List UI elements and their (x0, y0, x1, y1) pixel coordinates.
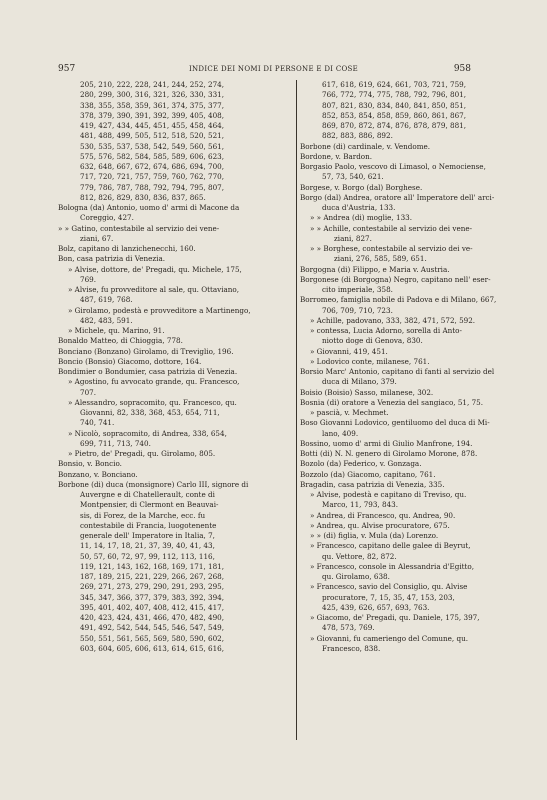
index-line: 852, 853, 854, 858, 859, 860, 861, 867, (322, 110, 467, 120)
index-line: Bragadin, casa patrizia di Venezia, 335. (300, 479, 445, 489)
index-line: duca d'Austria, 133. (322, 203, 396, 212)
index-line: 119, 121, 143, 162, 168, 169, 171, 181, (80, 561, 225, 571)
index-line: 478, 573, 769. (322, 623, 375, 633)
index-line: » Pietro, de' Pregadi, qu. Girolamo, 805. (68, 449, 216, 458)
index-line: 807, 821, 830, 834, 840, 841, 850, 851, (322, 100, 467, 110)
index-line: Boisio (Boisio) Sasso, milanese, 302. (300, 387, 434, 397)
index-line: 869, 870, 872, 874, 876, 878, 879, 881, (322, 121, 467, 130)
index-line: Borbone (di) duca (monsignore) Carlo III, signore di (58, 479, 249, 489)
index-line: duca di Milano, 379. (322, 377, 397, 387)
index-line: » Alessandro, sopracomito, qu. Francesco, qu. (68, 397, 237, 407)
index-line: Borgasio Paolo, vescovo di Limasol, o Nemociense, (300, 162, 486, 171)
index-line: » Alvise, podestà e capitano di Treviso, qu. (310, 490, 467, 499)
index-line: » Giovanni, fu cameriengo del Comune, qu. (310, 633, 468, 643)
index-line: Borgogna (di) Filippo, e Maria v. Austria. (300, 264, 450, 274)
index-line: 812, 826, 829, 830, 836, 837, 865. (80, 192, 206, 202)
index-line: 345, 347, 366, 377, 379, 383, 392, 394, (80, 592, 225, 602)
index-line: Francesco, 838. (322, 643, 381, 653)
index-line: 575, 576, 582, 584, 585, 589, 606, 623, (80, 151, 225, 161)
index-line: 491, 492, 542, 544, 545, 546, 547, 549, (80, 623, 225, 633)
index-line: 280, 299, 300, 316, 321, 326, 330, 331, (80, 90, 225, 100)
index-line: Bossino, uomo d' armi di Giulio Manfrone, 194. (300, 438, 473, 448)
index-line: 481, 488, 499, 505, 512, 518, 520, 521, (80, 131, 225, 141)
index-line: Bozzolo (da) Giacomo, capitano, 761. (300, 469, 436, 479)
index-line: » contessa, Lucia Adorno, sorella di Anto- (310, 326, 462, 335)
index-line: 603, 604, 605, 606, 613, 614, 615, 616, (80, 643, 225, 653)
index-line: Borgese, v. Borgo (dal) Borghese. (300, 182, 423, 192)
index-line: 699, 711, 713, 740. (80, 438, 151, 448)
index-line: Bondimier o Bondumier, casa patrizia di Venezia. (58, 367, 238, 376)
index-line: qu. Vettore, 82, 872. (322, 551, 397, 561)
index-line: » pascià, v. Mechmet. (310, 408, 389, 417)
index-line: » Francesco, capitano delle galee di Beyrut, (310, 541, 471, 551)
index-line: » Alvise, fu provveditore al sale, qu. Ottaviano, (68, 285, 240, 294)
index-line: Montpensier, di Clermont en Beauvai- (80, 500, 219, 510)
index-line: » Andrea, di Francesco, qu. Andrea, 90. (310, 510, 456, 520)
index-line: » Francesco, console in Alessandria d'Egitto, (310, 561, 475, 571)
left-column (58, 80, 290, 654)
index-line: 550, 551, 561, 565, 569, 580, 590, 602, (80, 633, 225, 643)
index-line: Boso Giovanni Lodovico, gentiluomo del duca di Mi- (300, 418, 490, 428)
index-line: » Girolamo, podestà e provveditore a Martinengo, (68, 305, 251, 315)
page-number-left: 957 (58, 64, 76, 74)
running-title: INDICE DEI NOMI DI PERSONE E DI COSE (188, 65, 359, 73)
index-line: Bonaldo Matteo, di Chioggia, 778. (58, 336, 183, 346)
index-line: Bonsio, v. Boncio. (58, 459, 122, 469)
index-line: » Giovanni, 419, 451. (310, 346, 388, 356)
index-line: Borgonese (di Borgogna) Negro, capitano nell' eser- (300, 274, 491, 284)
index-line: » » Andrea (di) moglie, 133. (310, 213, 413, 223)
index-line: Bozolo (da) Federico, v. Gonzaga. (300, 459, 422, 469)
index-line: Auvergne e di Chatellerault, conte di (80, 490, 215, 499)
index-line: Bon, casa patrizia di Venezia. (58, 254, 166, 264)
index-line: generale dell' Imperatore in Italia, 7, (80, 531, 215, 540)
index-line: 766, 772, 774, 775, 788, 792, 796, 801, (322, 90, 467, 100)
index-line: sis, di Forez, de la Marche, ecc. fu (80, 510, 206, 520)
index-line: 338, 355, 358, 359, 361, 374, 375, 377, (80, 100, 225, 110)
index-line: 378, 379, 390, 391, 392, 399, 405, 408, (80, 110, 225, 120)
right-column (300, 80, 497, 654)
index-line: 882, 883, 886, 892. (322, 131, 393, 141)
index-line: » » Achille, contestabile al servizio dei vene- (310, 223, 473, 233)
index-line: Bonciano (Bonzano) Girolamo, di Treviglio, 196. (58, 346, 234, 356)
index-line: 420, 423, 424, 431, 466, 470, 482, 490, (80, 613, 225, 622)
index-line: » » Gatino, contestabile al servizio dei vene- (58, 223, 220, 233)
index-line: Bosnia (di) oratore a Venezia del sangiaco, 51, 75. (300, 397, 484, 407)
index-line: 632, 648, 667, 672, 674, 686, 694, 700, (80, 162, 225, 171)
index-line: » Achille, padovano, 333, 382, 471, 572, 592. (310, 315, 476, 325)
index-line: » Andrea, qu. Alvise procuratore, 675. (310, 520, 450, 530)
index-line: Giovanni, 82, 338, 368, 453, 654, 711, (80, 408, 220, 417)
index-line: qu. Girolamo, 638. (322, 572, 390, 581)
page-header (0, 64, 547, 76)
index-line: ziani, 67. (80, 233, 114, 243)
index-line: 50, 57, 60, 72, 97, 99, 112, 113, 116, (80, 551, 215, 561)
index-line: 395, 401, 402, 407, 408, 412, 415, 417, (80, 602, 225, 612)
index-line: 11, 14, 17, 18, 21, 37, 39, 40, 41, 43, (80, 541, 215, 551)
index-line: ziani, 276, 585, 589, 651. (334, 254, 427, 264)
index-line: 706, 709, 710, 723. (322, 305, 393, 315)
index-line: 530, 535, 537, 538, 542, 549, 560, 561, (80, 141, 225, 151)
index-line: 269, 271, 273, 279, 290, 291, 293, 295, (80, 582, 225, 592)
index-line: contestabile di Francia, luogotenente (80, 520, 217, 530)
index-line: 187, 189, 215, 221, 229, 266, 267, 268, (80, 572, 225, 581)
index-line: » Giacomo, de' Pregadi, qu. Daniele, 175, 397, (310, 613, 480, 622)
index-line: Borgo (dal) Andrea, oratore all' Imperatore dell' arci- (300, 192, 495, 202)
index-line: Bolz, capitano di lanzichenecchi, 160. (58, 244, 196, 253)
index-line: 617, 618, 619, 624, 661, 703, 721, 759, (322, 80, 467, 89)
index-line: 425, 439, 626, 657, 693, 763. (322, 602, 430, 612)
index-line: Borbone (di) cardinale, v. Vendome. (300, 141, 431, 151)
index-line: » » (di) figlia, v. Mula (da) Lorenzo. (310, 531, 439, 540)
index-line: Bologna (da) Antonio, uomo d' armi di Macone da (58, 203, 240, 212)
page-number-right: 958 (453, 64, 471, 74)
index-line: niotto doge di Genova, 830. (322, 336, 423, 346)
index-line: 769. (80, 274, 97, 284)
index-line: ziani, 827. (334, 233, 372, 243)
index-line: Bonzano, v. Bonciano. (58, 469, 138, 479)
index-line: » Michele, qu. Marino, 91. (68, 326, 165, 335)
index-line: Borsio Marc' Antonio, capitano di fanti al servizio del (300, 367, 495, 376)
index-line: Bordone, v. Bardon. (300, 151, 373, 161)
index-line: » Agostino, fu avvocato grande, qu. Francesco, (68, 377, 240, 387)
index-line: 487, 619, 768. (80, 295, 133, 305)
index-line: Marco, 11, 793, 843. (322, 500, 399, 510)
index-line: » Nicolò, sopracomito, di Andrea, 338, 654, (68, 428, 227, 438)
index-line: 717, 720, 721, 757, 759, 760, 762, 770, (80, 172, 225, 182)
index-line: Botti (di) N. N. genero di Girolamo Morone, 878. (300, 449, 478, 458)
index-line: Boncio (Bonsio) Giacomo, dottore, 164. (58, 356, 202, 366)
index-line: » Alvise, dottore, de' Pregadi, qu. Michele, 175, (68, 264, 242, 274)
index-line: 779, 786, 787, 788, 792, 794, 795, 807, (80, 182, 225, 192)
index-line: » » Borghese, contestabile al servizio dei ve- (310, 244, 473, 253)
index-line: 482, 483, 591. (80, 315, 133, 325)
index-line: » Francesco, savio del Consiglio, qu. Alvise (310, 582, 468, 592)
index-line: 419, 427, 434, 445, 451, 455, 458, 464, (80, 121, 225, 130)
index-line: » Lodovico conte, milanese, 761. (310, 356, 430, 366)
index-line: 707. (80, 387, 97, 397)
index-line: cito imperiale, 358. (322, 285, 393, 294)
index-line: Borromeo, famiglia nobile di Padova e di Milano, 667, (300, 295, 497, 305)
index-line: Coreggio, 427. (80, 213, 134, 223)
index-line: 57, 73, 540, 621. (322, 172, 384, 182)
index-line: 740, 741. (80, 418, 115, 428)
index-line: 205, 210, 222, 228, 241, 244, 252, 274, (80, 80, 225, 89)
index-line: procuratore, 7, 15, 35, 47, 153, 203, (322, 592, 455, 602)
index-line: lano, 409. (322, 428, 359, 438)
column-divider (296, 80, 297, 740)
